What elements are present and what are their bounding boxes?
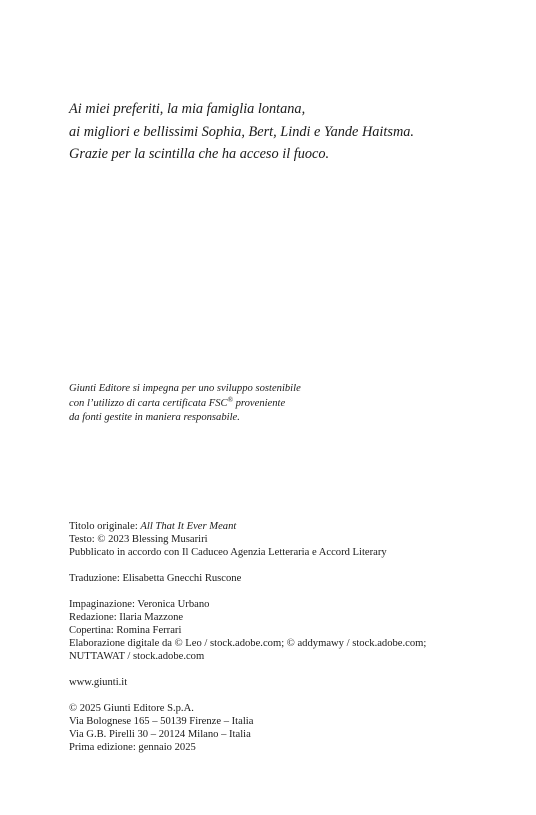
editing-credit: Redazione: Ilaria Mazzone xyxy=(69,612,184,623)
layout-credit: Impaginazione: Veronica Urbano xyxy=(69,599,210,610)
publisher-copyright: © 2025 Giunti Editore S.p.A. xyxy=(69,703,194,714)
original-title-line xyxy=(69,520,529,533)
fsc-line-2 xyxy=(69,397,489,412)
address-florence: Via Bolognese 165 – 50139 Firenze – Italia xyxy=(69,716,254,727)
first-edition: Prima edizione: gennaio 2025 xyxy=(69,742,196,753)
text-copyright: Testo: © 2023 Blessing Musariri xyxy=(69,534,208,545)
fsc-line-2-end: proveniente xyxy=(232,397,286,409)
cover-credit: Copertina: Romina Ferrari xyxy=(69,625,182,636)
fsc-notice xyxy=(69,382,489,426)
dedication xyxy=(69,98,509,166)
address-milan: Via G.B. Pirelli 30 – 20124 Milano – Italia xyxy=(69,729,251,740)
agency-note: Pubblicato in accordo con Il Caduceo Agenzia Letteraria e Accord Literary xyxy=(69,547,387,558)
credits-block xyxy=(69,520,529,754)
original-title: All That It Ever Meant xyxy=(140,521,237,532)
fsc-line-2-text: con l’utilizzo di carta certificata FSC xyxy=(69,397,228,409)
fsc-line-1: Giunti Editore si impegna per uno sviluppo sostenibile xyxy=(69,383,301,394)
publisher-website: www.giunti.it xyxy=(69,677,128,688)
dedication-line-1: Ai miei preferiti, la mia famiglia lontana, xyxy=(69,101,306,117)
digital-credit-line-2: NUTTAWAT / stock.adobe.com xyxy=(69,651,205,662)
original-title-label: Titolo originale: xyxy=(69,521,141,532)
registered-mark: ® xyxy=(227,395,233,404)
translation-credit: Traduzione: Elisabetta Gnecchi Ruscone xyxy=(69,573,242,584)
digital-credit-line-1: Elaborazione digitale da © Leo / stock.adobe.com; © addymawy / stock.adobe.com; xyxy=(69,638,427,649)
fsc-line-3: da fonti gestite in maniera responsabile. xyxy=(69,412,240,423)
dedication-line-2: ai migliori e bellissimi Sophia, Bert, Lindi e Yande Haitsma. xyxy=(69,123,414,140)
dedication-line-3: Grazie per la scintilla che ha acceso il fuoco. xyxy=(69,146,330,162)
